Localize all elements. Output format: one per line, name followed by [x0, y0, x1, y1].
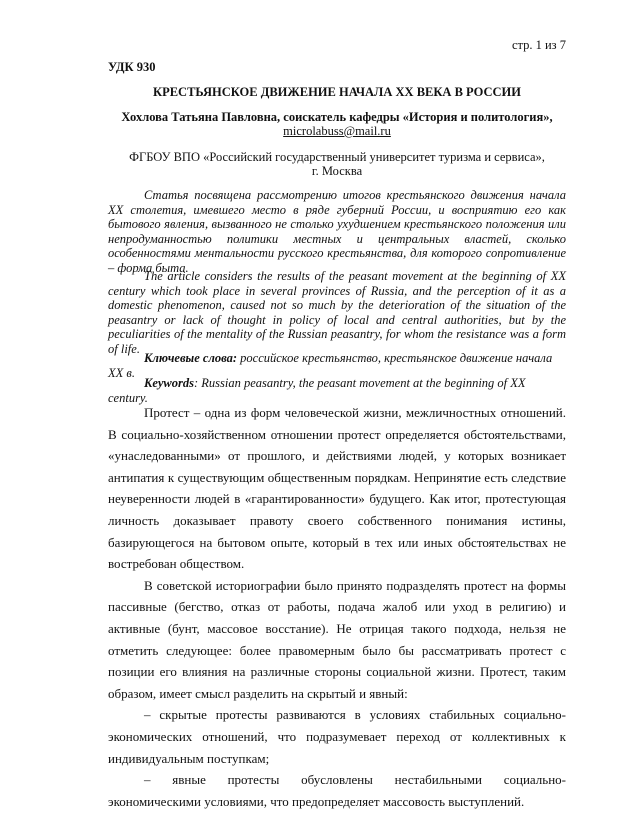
author-block [108, 110, 566, 138]
article-title: КРЕСТЬЯНСКОЕ ДВИЖЕНИЕ НАЧАЛА XX ВЕКА В РОССИИ [153, 85, 521, 99]
keywords-en-label: Keywords [144, 376, 194, 390]
keywords-ru-text: российское крестьянство, крестьянское движение начала XX в. [108, 351, 553, 380]
keywords-ru-label: Ключевые слова: [144, 351, 238, 365]
keywords-en-text: : Russian peasantry, the peasant movement at the beginning of XX century. [108, 376, 526, 405]
paragraph: Протест – одна из форм человеческой жизни, межличностных отношений. В социально-хозяйственном отношении протест определяется обстоятельствами, «унаследованными» от прошлого, и действиями людей, у которых возникает антипатия к существующим общественным порядкам. Непринятие есть следствие неуверенности людей в «гарантированности» будущего. Как итог, протестующая личность доказывает правоту своего собственного понимания истины, базирующегося на бытовом опыте, который в тех или иных обстоятельствах не востребован обществом. [108, 405, 566, 572]
abstract-ru: Статья посвящена рассмотрению итогов крестьянского движения начала XX столетия, имевшего место в ряде губерний России, и восприятию его как бытового явления, вызванного не столько ухудшением крестьянского положения или непродуманностью политики местных и центральных властей, сколько особенностями ментальности русского крестьянства, для которого сопротивление – форма быта. [108, 188, 566, 275]
body-text [108, 402, 566, 812]
list-item: – скрытые протесты развиваются в условиях стабильных социально-экономических отношений, что подразумевает переход от коллективных к индивидуальным поступкам; [108, 707, 566, 766]
udk-code: УДК 930 [108, 60, 156, 74]
author-email-link[interactable]: microlabuss@mail.ru [283, 124, 391, 138]
list-item: – явные протесты обусловлены нестабильными социально-экономическими условиями, что предопределяет массовость выступлений. [108, 772, 566, 809]
paragraph: В советской историографии было принято подразделять протест на формы пассивные (бегство, отказ от работы, подача жалоб или уход в религию) и активные (бунт, массовое восстание). Не отрицая такого подхода, нельзя не отметить следующее: более правомерным было бы рассматривать протест с позиции его влияния на различные стороны социальной жизни. Протест, таким образом, имеет смысл разделить на скрытый и явный: [108, 577, 566, 701]
author-name: Хохлова Татьяна Павловна, соискатель кафедры «История и политология», [121, 110, 553, 124]
page-number: стр. 1 из 7 [511, 38, 566, 52]
abstract-en: The article considers the results of the peasant movement at the beginning of XX century which took place in several provinces of Russia, and the perception of it as a domestic phenomenon, caused not so much by the deterioration of the situation of the peasantry or lack of thought in policy of local and central authorities, but by the peculiarities of the mentality of the Russian peasantry, for whom the resistance was a form of life. [108, 269, 566, 356]
city: г. Москва [311, 164, 363, 178]
organization: ФГБОУ ВПО «Российский государственный университет туризма и сервиса», [129, 150, 545, 164]
organization-block [108, 150, 566, 178]
